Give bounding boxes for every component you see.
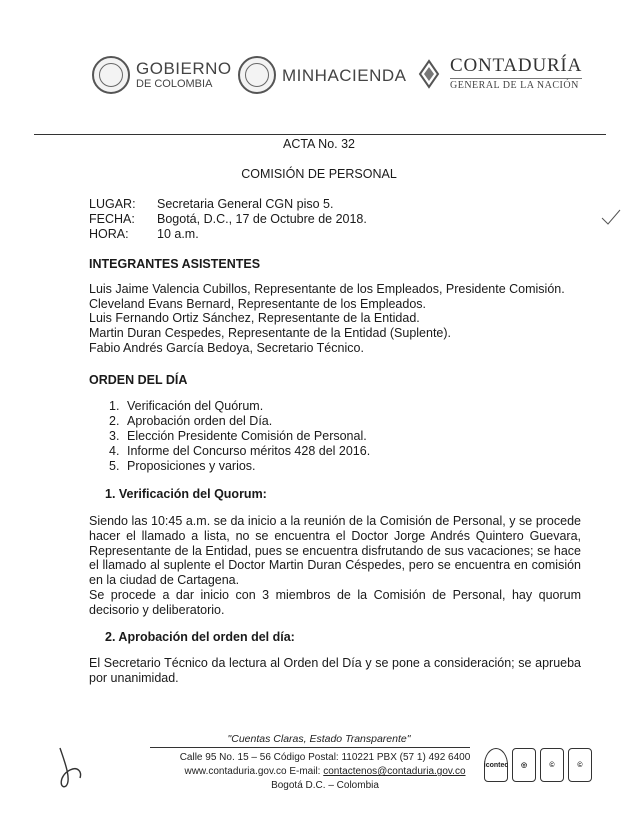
member-item: Cleveland Evans Bernard, Representante de los Empleados.	[89, 296, 427, 311]
section1-paragraph2: Se procede a dar inicio con 3 miembros de la Comisión de Personal, hay quorum decisorio y deliberatorio.	[89, 587, 581, 617]
agenda-number: 1.	[109, 399, 120, 413]
check-mark-icon	[600, 206, 622, 228]
coat-of-arms-icon	[92, 56, 130, 94]
field-label: HORA:	[89, 227, 129, 241]
field-value: Bogotá, D.C., 17 de Octubre de 2018.	[157, 212, 367, 226]
agenda-text: Verificación del Quórum.	[127, 399, 264, 413]
agenda-text: Aprobación orden del Día.	[127, 414, 273, 428]
footer-address: Calle 95 No. 15 – 56 Código Postal: 110221 PBX (57 1) 492 6400	[179, 752, 471, 763]
agenda-number: 5.	[109, 459, 120, 473]
agenda-text: Informe del Concurso méritos 428 del 2016.	[127, 444, 371, 458]
section1-text	[89, 514, 581, 618]
icontec-label: icontec	[483, 761, 509, 769]
coat-of-arms-icon	[238, 56, 276, 94]
field-lugar	[89, 196, 333, 212]
agenda-number: 3.	[109, 429, 120, 443]
certification-logos	[484, 748, 592, 782]
members-list	[89, 282, 589, 355]
section1-paragraph: Siendo las 10:45 a.m. se da inicio a la reunión de la Comisión de Personal, y se procede hacer el llamado a lista, no se encuentra el Doctor Jorge Andrés Quintero Guevara, Representante de la Entidad, pues se encuentra disfrutando de sus vacaciones; se hace el llamado al suplente el Doctor Martin Duran Céspedes, pero se encuentra en comisión en la ciudad de Cartagena.	[89, 514, 581, 588]
footer-slogan: "Cuentas Claras, Estado Transparente"	[227, 733, 411, 745]
minhacienda-logo	[238, 56, 407, 94]
footer-divider	[150, 747, 470, 748]
footer-city: Bogotá D.C. – Colombia	[271, 780, 379, 791]
agenda-item	[109, 399, 370, 414]
contaduria-mark-icon	[418, 59, 440, 89]
integrantes-heading: INTEGRANTES ASISTENTES	[89, 257, 261, 271]
gobierno-logo	[92, 56, 232, 94]
agenda-item	[109, 414, 370, 429]
header-divider	[34, 134, 606, 135]
footer-web-prefix: www.contaduria.gov.co E-mail:	[184, 766, 324, 777]
minhacienda-text: MINHACIENDA	[282, 65, 407, 85]
footer-contact	[150, 751, 500, 793]
agenda-number: 2.	[109, 414, 120, 428]
cert-c-icon: ©	[540, 748, 564, 782]
agenda-text: Elección Presidente Comisión de Personal.	[127, 429, 367, 443]
agenda-text: Proposiciones y varios.	[127, 459, 256, 473]
section2-paragraph: El Secretario Técnico da lectura al Orden del Día y se pone a consideración; se aprueba por unanimidad.	[89, 656, 581, 685]
agenda-number: 4.	[109, 444, 120, 458]
field-hora	[89, 226, 199, 242]
agenda-item	[109, 459, 370, 474]
member-item: Martin Duran Cespedes, Representante de la Entidad (Suplente).	[89, 326, 452, 341]
field-value: Secretaria General CGN piso 5.	[157, 197, 334, 211]
agenda-list	[109, 399, 370, 474]
footer-web	[150, 765, 500, 779]
gobierno-line2: DE COLOMBIA	[136, 78, 213, 90]
agenda-item	[109, 429, 370, 444]
field-label: LUGAR:	[89, 197, 136, 211]
letterhead	[0, 50, 638, 110]
field-value: 10 a.m.	[157, 227, 199, 241]
contaduria-logo	[418, 56, 582, 91]
orden-heading: ORDEN DEL DÍA	[89, 373, 188, 387]
cert-c2-icon: ©	[568, 748, 592, 782]
field-label: FECHA:	[89, 212, 135, 226]
comision-title: COMISIÓN DE PERSONAL	[241, 167, 397, 181]
member-item: Luis Jaime Valencia Cubillos, Representante de los Empleados, Presidente Comisión.	[89, 282, 565, 296]
member-item: Fabio Andrés García Bedoya, Secretario Técnico.	[89, 340, 364, 355]
field-fecha	[89, 211, 367, 227]
iqnet-cert-icon: ◎	[512, 748, 536, 782]
agenda-item	[109, 444, 370, 459]
section1-heading: 1. Verificación del Quorum:	[105, 487, 267, 501]
signature-icon	[52, 740, 92, 790]
contaduria-line1: CONTADURÍA	[450, 55, 583, 76]
section2-heading: 2. Aprobación del orden del día:	[105, 630, 295, 644]
icontec-cert-icon	[484, 748, 508, 782]
gobierno-line1: GOBIERNO	[136, 59, 232, 78]
acta-number: ACTA No. 32	[282, 137, 356, 151]
footer-email-link[interactable]: contactenos@contaduria.gov.co	[323, 766, 466, 777]
contaduria-line2: GENERAL DE LA NACIÓN	[450, 78, 582, 91]
member-item: Luis Fernando Ortiz Sánchez, Representante de la Entidad.	[89, 311, 420, 326]
